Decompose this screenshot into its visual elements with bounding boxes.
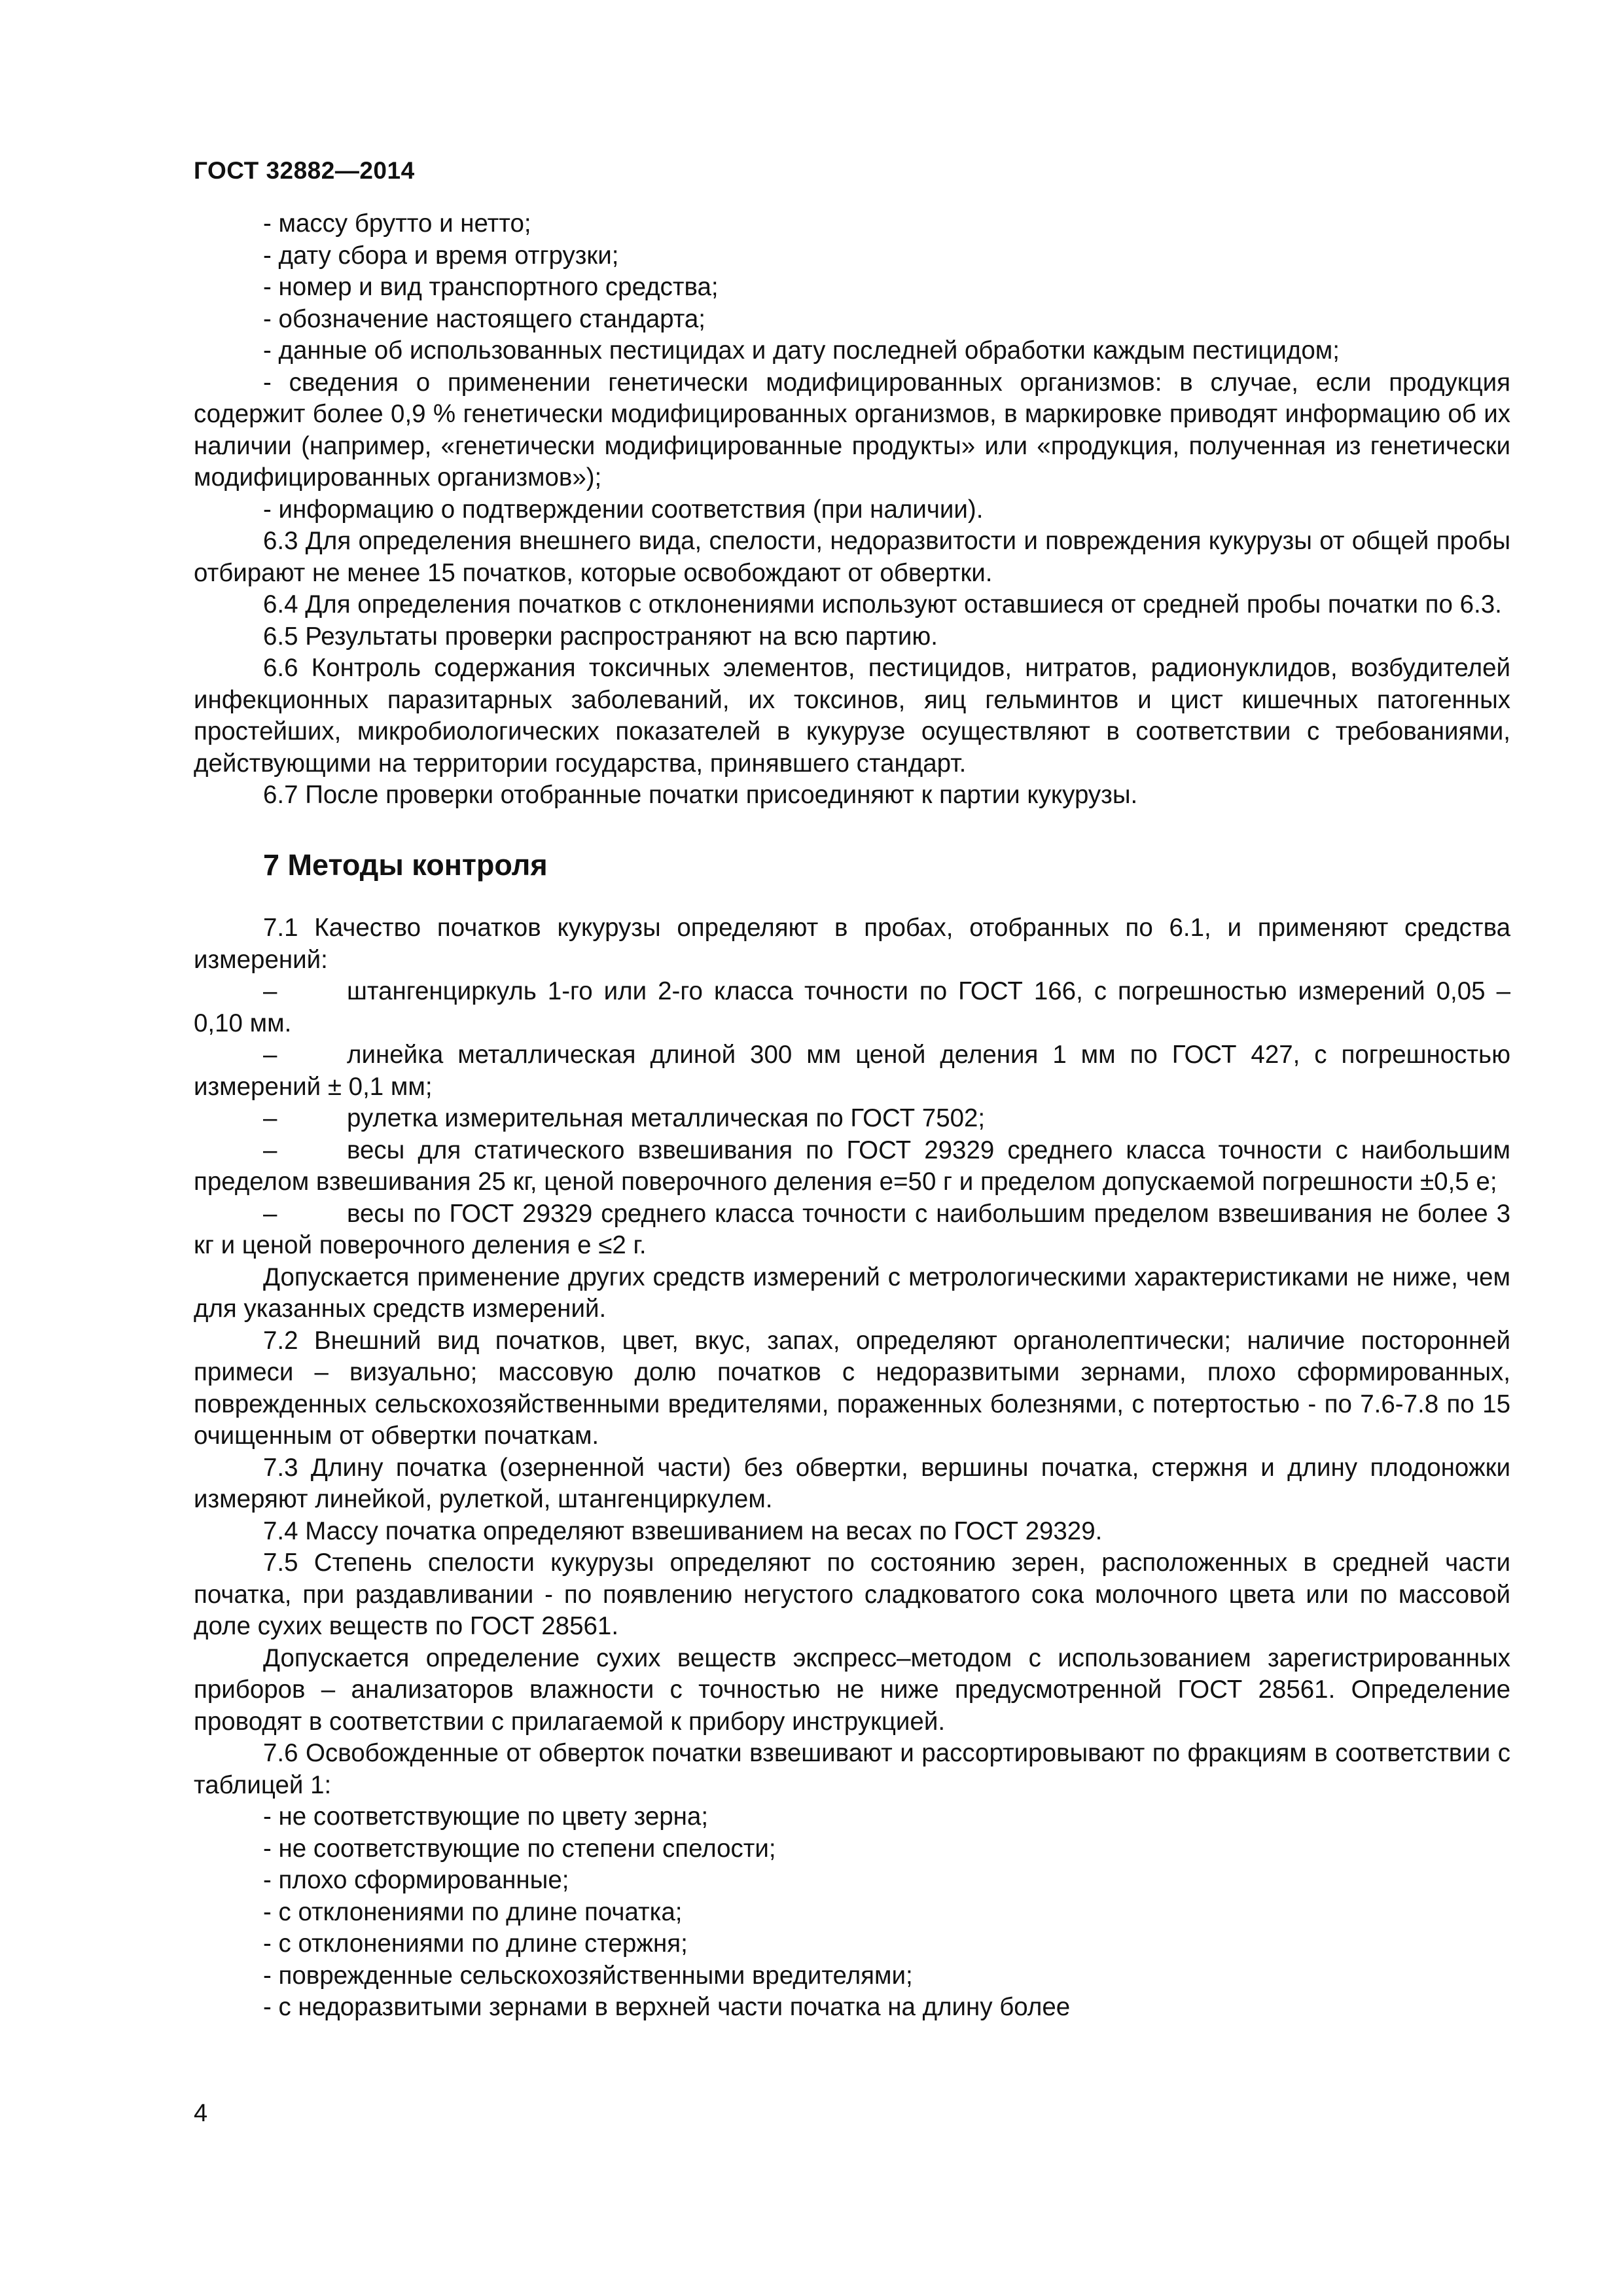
paragraph-allowed-instruments: Допускается применение других средств измерений с метрологическими характеристиками не ниже, чем для указанных средств измерений. xyxy=(194,1263,1510,1323)
instrument-item xyxy=(194,1135,1510,1198)
paragraph-6-4: 6.4 Для определения початков с отклонениями используют оставшиеся от средней пробы початки по 6.3. xyxy=(263,590,1502,619)
marking-item: - номер и вид транспортного средства; xyxy=(263,273,719,301)
instrument-text: линейка металлическая длиной 300 мм ценой деления 1 мм по ГОСТ 427, с погрешностью измерений ± 0,1 мм; xyxy=(194,1041,1510,1101)
paragraph-6-6: 6.6 Контроль содержания токсичных элементов, пестицидов, нитратов, радионуклидов, возбудителей инфекционных паразитарных заболеваний, их токсинов, яиц гельминтов и цист кишечных патогенных простейших, микробиологических показателей в кукурузе осуществляют в соответствии с требованиями, действующими на территории государства, принявшего стандарт. xyxy=(194,654,1510,778)
instrument-text: штангенциркуль 1-го или 2-го класса точности по ГОСТ 166, с погрешностью измерений 0,05 – 0,10 мм. xyxy=(194,977,1510,1037)
instrument-item xyxy=(194,1198,1510,1262)
fraction-item: - с отклонениями по длине початка; xyxy=(263,1897,683,1926)
fraction-item: - поврежденные сельскохозяйственными вредителями; xyxy=(263,1961,913,1990)
dash-marker: – xyxy=(263,1199,277,1228)
document-header: ГОСТ 32882—2014 xyxy=(194,157,415,184)
paragraph-6-3: 6.3 Для определения внешнего вида, спелости, недоразвитости и повреждения кукурузы от общей пробы отбирают не менее 15 початков, которые освобождают от обвертки. xyxy=(194,527,1510,587)
marking-item: - данные об использованных пестицидах и дату последней обработки каждым пестицидом; xyxy=(263,336,1340,365)
paragraph-7-1: 7.1 Качество початков кукурузы определяют в пробах, отобранных по 6.1, и применяют средства измерений: xyxy=(194,914,1510,974)
instrument-text: весы по ГОСТ 29329 среднего класса точности с наибольшим пределом взвешивания не более 3 кг и ценой поверочного деления e ≤2 г. xyxy=(194,1199,1510,1259)
section-7-heading: 7 Методы контроля xyxy=(263,848,548,882)
fraction-item: - с недоразвитыми зернами в верхней части початка на длину более xyxy=(263,1993,1071,2021)
instrument-text: весы для статического взвешивания по ГОСТ 29329 среднего класса точности с наибольшим пределом взвешивания 25 кг, ценой поверочного деления e=50 г и пределом допускаемой погрешности ±0,5 e; xyxy=(194,1136,1510,1196)
marking-item: - дату сбора и время отгрузки; xyxy=(263,241,619,270)
fraction-item: - с отклонениями по длине стержня; xyxy=(263,1929,688,1958)
paragraph-7-5: 7.5 Степень спелости кукурузы определяют по состоянию зерен, расположенных в средней части початка, при раздавливании - по появлению негустого сладковатого сока молочного цвета или по массовой доле сухих веществ по ГОСТ 28561. xyxy=(194,1549,1510,1640)
document-page xyxy=(194,157,1510,2024)
marking-item: - обозначение настоящего стандарта; xyxy=(263,304,706,333)
document-body xyxy=(194,208,1510,2024)
paragraph-6-5: 6.5 Результаты проверки распространяют на всю партию. xyxy=(263,622,938,651)
paragraph-7-6: 7.6 Освобожденные от обверток початки взвешивают и рассортировывают по фракциям в соответствии с таблицей 1: xyxy=(194,1739,1510,1799)
dash-marker: – xyxy=(263,977,277,1005)
paragraph-express-method: Допускается определение сухих веществ экспресс–методом с использованием зарегистрированных приборов – анализаторов влажности с точностью не ниже предусмотренной ГОСТ 28561. Определение проводят в соответствии с прилагаемой к прибору инструкцией. xyxy=(194,1643,1510,1736)
fraction-item: - плохо сформированные; xyxy=(263,1866,569,1894)
instrument-item xyxy=(194,976,1510,1039)
paragraph-7-2: 7.2 Внешний вид початков, цвет, вкус, запах, определяют органолептически; наличие посторонней примеси – визуально; массовую долю початков с недоразвитыми зернами, плохо сформированных, поврежденных сельскохозяйственными вредителями, пораженных болезнями, с потертостью - по 7.6-7.8 по 15 очищенным от обвертки початкам. xyxy=(194,1326,1510,1450)
dash-marker: – xyxy=(263,1136,277,1164)
paragraph-6-7: 6.7 После проверки отобранные початки присоединяют к партии кукурузы. xyxy=(263,781,1138,809)
instrument-text: рулетка измерительная металлическая по ГОСТ 7502; xyxy=(347,1104,986,1132)
dash-marker: – xyxy=(263,1104,277,1132)
marking-item-gmo: - сведения о применении генетически модифицированных организмов: в случае, если продукция содержит более 0,9 % генетически модифицированных организмов, в маркировке приводят информацию об их наличии (например, «генетически модифицированные продукты» или «продукция, полученная из генетически модифицированных организмов»); xyxy=(194,368,1510,492)
dash-marker: – xyxy=(263,1041,277,1069)
fraction-item: - не соответствующие по цвету зерна; xyxy=(263,1803,709,1831)
paragraph-7-4: 7.4 Массу початка определяют взвешиванием на весах по ГОСТ 29329. xyxy=(263,1516,1103,1545)
paragraph-7-3: 7.3 Длину початка (озерненной части) без обвертки, вершины початка, стержня и длину плодоножки измеряют линейкой, рулеткой, штангенциркулем. xyxy=(194,1453,1510,1513)
marking-item: - массу брутто и нетто; xyxy=(263,209,531,238)
marking-item: - информацию о подтверждении соответствия (при наличии). xyxy=(263,495,984,524)
page-number: 4 xyxy=(194,2100,208,2127)
instrument-item xyxy=(194,1103,1510,1135)
instrument-item xyxy=(194,1039,1510,1103)
fraction-item: - не соответствующие по степени спелости; xyxy=(263,1834,776,1863)
